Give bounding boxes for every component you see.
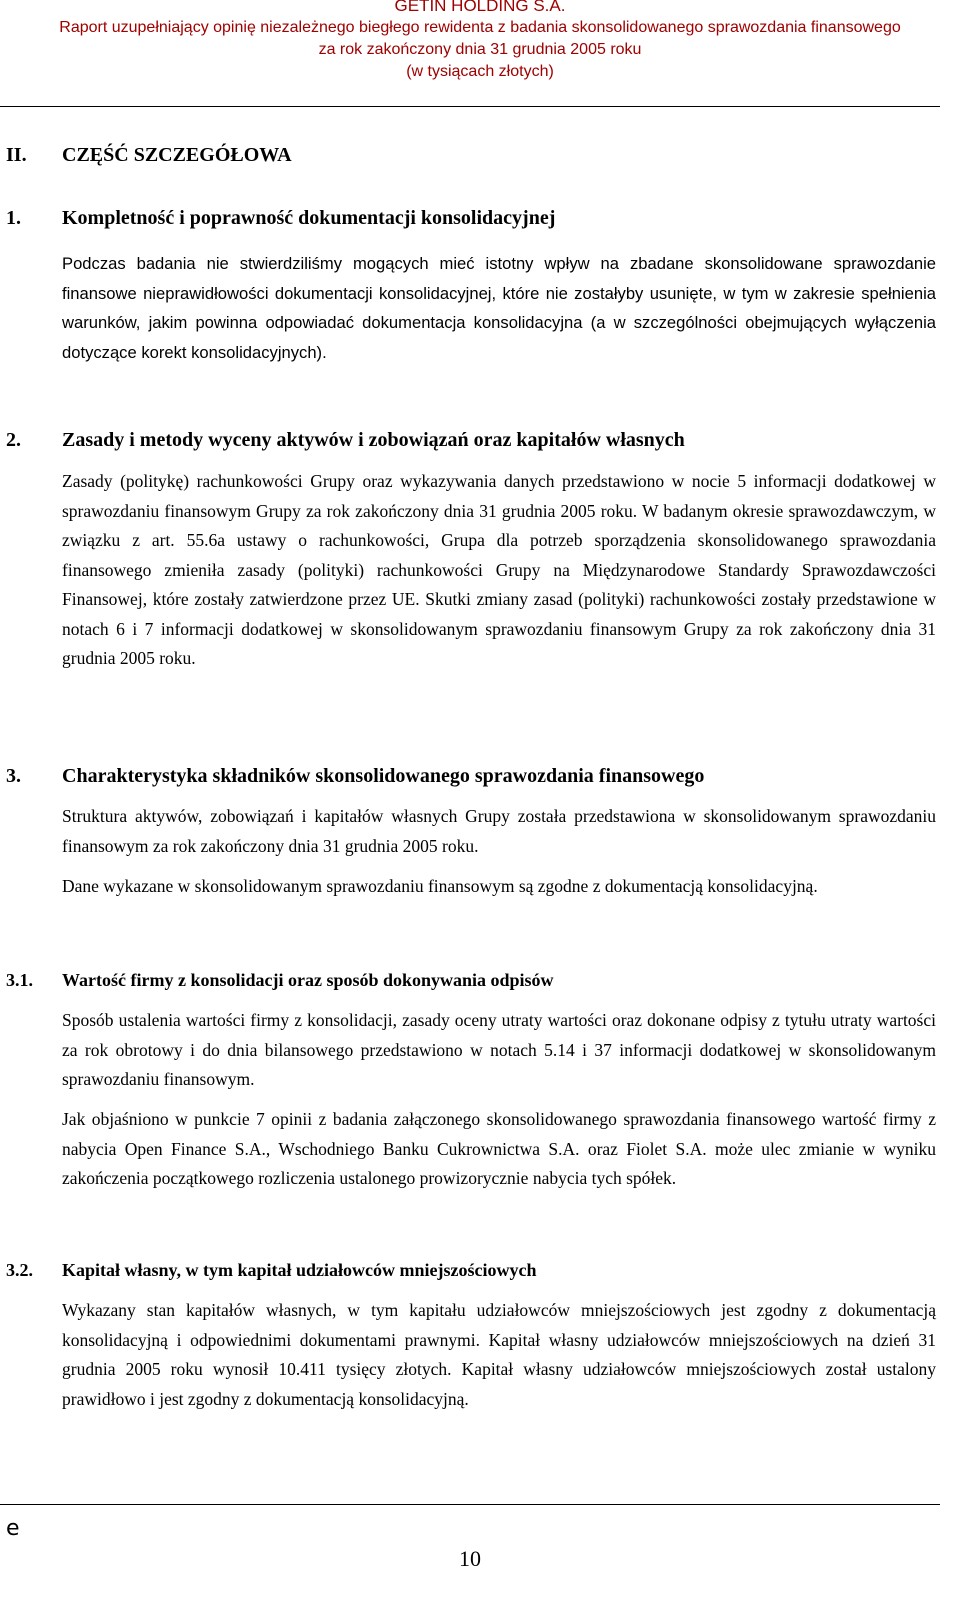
footer-divider [0, 1504, 940, 1505]
header-divider [0, 106, 940, 107]
section-number: 1. [6, 207, 21, 229]
section-title: Kompletność i poprawność dokumentacji konsolidacyjnej [62, 207, 556, 229]
section-3-paragraph-1: Struktura aktywów, zobowiązań i kapitałów własnych Grupy została przedstawiona w skonsolidowanym sprawozdaniu finansowym za rok zakończony dnia 31 grudnia 2005 roku. [62, 806, 936, 856]
section-2-paragraph-1: Zasady (politykę) rachunkowości Grupy oraz wykazywania danych przedstawiono w nocie 5 informacji dodatkowej w sprawozdaniu finansowym Grupy za rok zakończony dnia 31 grudnia 2005 roku. W badanym okresie sprawozdawczym, w związku z art. 55.6a ustawy o rachunkowości, Grupa dla potrzeb sporządzenia skonsolidowanego sprawozdania finansowego zmieniła zasady (polityki) rachunkowości Grupy na Międzynarodowe Standardy Sprawozdawczości Finansowej, które zostały zatwierdzone przez UE. Skutki zmiany zasad (polityki) rachunkowości zostały przedstawione w notach 6 i 7 informacji dodatkowej w skonsolidowanym sprawozdaniu finansowym Grupy za rok zakończony dnia 31 grudnia 2005 roku. [62, 471, 936, 668]
header-report-period: za rok zakończony dnia 31 grudnia 2005 roku [318, 41, 642, 58]
section-3-1-paragraph-1: Sposób ustalenia wartości firmy z konsolidacji, zasady oceny utraty wartości oraz dokonane odpisy z tytułu utraty wartości za rok obrotowy i do dnia bilansowego przedstawiono w notach 5.14 i 37 informacji dodatkowej w skonsolidowanym sprawozdaniu finansowym. [62, 1010, 936, 1089]
section-title: Charakterystyka składników skonsolidowanego sprawozdania finansowego [62, 765, 705, 787]
section-1-paragraph-1: Podczas badania nie stwierdziliśmy mogących mieć istotny wpływ na zbadane skonsolidowane sprawozdanie finansowe nieprawidłowości dokumentacji konsolidacyjnej, które nie zostałyby usunięte, w tym w zakresie spełnienia warunków, jakim powinna odpowiadać dokumentacja konsolidacyjna (a w szczególności obejmujących wyłączenia dotyczące korekt konsolidacyjnych). [62, 254, 936, 362]
part-title: CZĘŚĆ SZCZEGÓŁOWA [62, 144, 292, 166]
section-3-2-paragraph-1: Wykazany stan kapitałów własnych, w tym kapitału udziałowców mniejszościowych jest zgodny z dokumentacją konsolidacyjną i odpowiednimi dokumentami prawnymi. Kapitał własny udziałowców mniejszościowych na dzień 31 grudnia 2005 roku wynosił 10.411 tysięcy złotych. Kapitał własny udziałowców mniejszościowych został ustalony prawidłowo i jest zgodny z dokumentacją konsolidacyjną. [62, 1300, 936, 1409]
section-3-paragraph-2: Dane wykazane w skonsolidowanym sprawozdaniu finansowym są zgodne z dokumentacją konsolidacyjną. [62, 876, 818, 896]
section-number: 3.2. [6, 1260, 33, 1280]
header-units: (w tysiącach złotych) [406, 63, 554, 80]
section-number: 2. [6, 429, 21, 451]
section-title: Wartość firmy z konsolidacji oraz sposób dokonywania odpisów [62, 970, 554, 990]
section-title: Kapitał własny, w tym kapitał udziałowców mniejszościowych [62, 1260, 537, 1280]
section-number: 3.1. [6, 970, 33, 990]
footer-mark: e [6, 1516, 20, 1541]
part-number: II. [6, 144, 27, 166]
section-title: Zasady i metody wyceny aktywów i zobowiązań oraz kapitałów własnych [62, 429, 685, 451]
header-report-title: Raport uzupełniający opinię niezależnego biegłego rewidenta z badania skonsolidowanego sprawozdania finansowego [59, 19, 901, 36]
section-3-1-paragraph-2: Jak objaśniono w punkcie 7 opinii z badania załączonego skonsolidowanego sprawozdania finansowego wartość firmy z nabycia Open Finance S.A., Wschodniego Banku Cukrownictwa S.A. oraz Fiolet S.A. może ulec zmianie w wyniku zakończenia początkowego rozliczenia ustalonego prowizorycznie nabycia tych spółek. [62, 1109, 936, 1188]
header-company: GETIN HOLDING S.A. [394, 0, 566, 15]
page-number: 10 [459, 1546, 481, 1571]
section-number: 3. [6, 765, 21, 787]
